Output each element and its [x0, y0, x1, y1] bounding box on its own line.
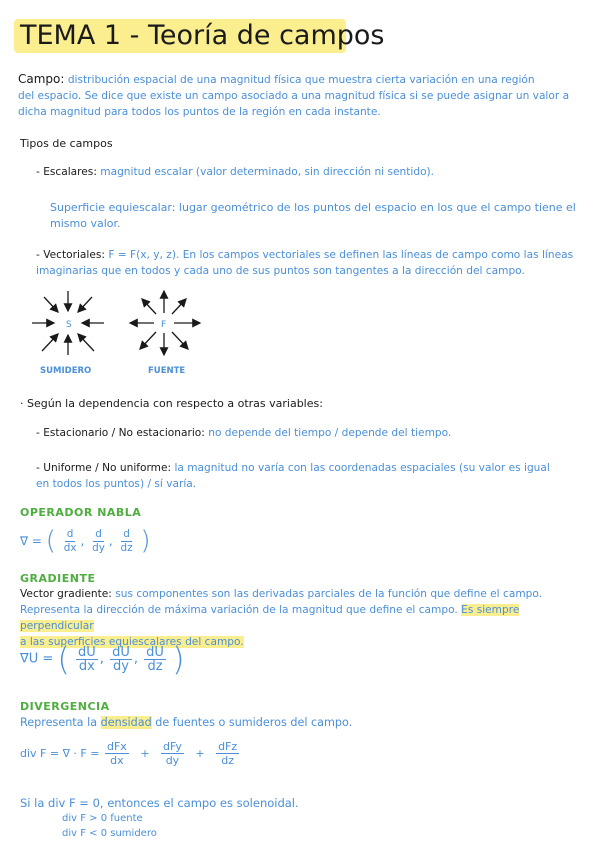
gradiente-heading: GRADIENTE — [20, 572, 96, 585]
divergencia-lhs: div F = ∇ · F = — [20, 747, 100, 760]
div-negative-line: div F < 0 sumidero — [62, 828, 157, 839]
fuente-label: FUENTE — [148, 366, 186, 376]
div-positive-line: div F > 0 fuente — [62, 813, 143, 824]
superficie-line1: Superficie equiescalar: lugar geométrico de los puntos del espacio en los que el campo tiene el — [50, 201, 576, 214]
vectoriales-term: - Vectoriales: — [36, 249, 105, 261]
uniforme-text2: en todos los puntos) / sí varía. — [36, 478, 197, 490]
divergencia-d3: dz — [221, 754, 234, 767]
nabla-paren-open: ( — [45, 526, 56, 556]
gradiente-frac-x — [76, 646, 98, 673]
divergencia-heading: DIVERGENCIA — [20, 700, 110, 713]
divergencia-n1: dFx — [106, 740, 127, 753]
campo-line1: distribución espacial de una magnitud física que muestra cierta variación en una región — [67, 74, 535, 86]
escalares-term: - Escalares: — [36, 166, 97, 178]
nabla-paren-close: ) — [140, 526, 151, 556]
dependencia-heading: · Según la dependencia con respecto a otras variables: — [20, 397, 323, 410]
fuente-center: F — [161, 320, 167, 330]
divergencia-formula — [20, 740, 241, 767]
estacionario-term: - Estacionario / No estacionario: — [36, 427, 205, 439]
gradiente-lhs: ∇U = — [20, 651, 54, 667]
gradiente-formula: ∇U = ( $\frac{dU}{dx}$ , $\frac{dU}{dy}$ , $\frac{dU}{dz}$ ) — [20, 640, 185, 678]
divergencia-frac-z — [216, 740, 239, 767]
gradiente-n1: dU — [78, 644, 96, 660]
gradiente-d1: dx — [78, 658, 95, 674]
campo-definition — [18, 71, 588, 120]
divergencia-d1: dx — [110, 754, 124, 767]
divergencia-text-b: densidad — [100, 716, 152, 729]
campo-line3: dicha magnitud para todos los puntos de la región en cada instante. — [18, 106, 381, 118]
nabla-d1: dx — [63, 541, 77, 554]
gradiente-text2a: Representa la dirección de máxima variación de la magnitud que define el campo. — [20, 604, 458, 616]
divergencia-text-c: de fuentes o sumideros del campo. — [155, 716, 353, 729]
divergencia-n2: dFy — [163, 740, 182, 753]
gradiente-text1: sus componentes son las derivadas parciales de la función que define el campo. — [115, 588, 543, 600]
nabla-n3: d — [123, 527, 130, 540]
uniforme-term: - Uniforme / No uniforme: — [36, 462, 172, 474]
gradiente-d3: dz — [147, 658, 163, 674]
gradiente-text2b: Es siempre perpendicular — [20, 604, 520, 632]
nabla-frac-y — [90, 528, 107, 555]
nabla-formula: ∇ = ( $\frac{d}{dx}$ , $\frac{d}{dy}$ , $\frac{d}{dz}$ ) — [20, 526, 151, 556]
divergencia-frac-y — [161, 740, 184, 767]
vectoriales-text1: En los campos vectoriales se definen las líneas de campo como las líneas — [182, 249, 574, 261]
gradiente-paren-close: ) — [172, 640, 185, 678]
nabla-heading: OPERADOR NABLA — [20, 506, 142, 519]
nabla-lhs: ∇ = — [20, 534, 42, 548]
sumidero-center: S — [66, 320, 72, 330]
estacionario-text: no depende del tiempo / depende del tiempo. — [208, 427, 452, 439]
escalares-text: magnitud escalar (valor determinado, sin dirección ni sentido). — [100, 166, 435, 178]
nabla-n1: d — [66, 527, 74, 540]
tipos-heading: Tipos de campos — [20, 137, 113, 150]
vectoriales-formula: F = F(x, y, z). — [108, 249, 180, 261]
sumidero-label: SUMIDERO — [40, 366, 92, 376]
nabla-d2: dy — [92, 541, 105, 554]
escalares-line — [36, 166, 434, 178]
divergencia-n3: dFz — [218, 740, 238, 753]
uniforme-text1: la magnitud no varía con las coordenadas espaciales (su valor es igual — [174, 462, 550, 474]
campo-line2: del espacio. Se dice que existe un campo asociado a una magnitud física si se puede asignar un valor a — [18, 90, 570, 102]
solenoidal-line: Si la div F = 0, entonces el campo es solenoidal. — [20, 796, 299, 810]
nabla-frac-x — [62, 528, 79, 555]
nabla-frac-z — [119, 528, 135, 555]
field-diagrams — [28, 287, 208, 379]
divergencia-text-a: Representa la — [20, 716, 98, 729]
gradiente-term: Vector gradiente: — [20, 588, 112, 600]
nabla-n2: d — [95, 527, 102, 540]
campo-term: Campo: — [18, 72, 65, 86]
estacionario-line — [36, 427, 451, 439]
divergencia-text — [20, 716, 352, 729]
uniforme-block — [36, 460, 596, 492]
gradiente-frac-z — [144, 646, 166, 673]
divergencia-plus-2: + — [195, 747, 205, 760]
gradiente-d2: dy — [112, 658, 129, 674]
divergencia-d2: dy — [165, 754, 180, 767]
gradiente-text3: a las superficies equiescalares del campo. — [20, 636, 244, 648]
gradiente-frac-y — [110, 646, 132, 673]
vectoriales-text2: imaginarias que en todos y cada uno de sus puntos son tangentes a la dirección del campo. — [36, 265, 525, 277]
superficie-line2: mismo valor. — [50, 217, 121, 230]
page-title: TEMA 1 - Teoría de campos — [20, 20, 385, 51]
superficie-equiescalar — [50, 200, 590, 232]
divergencia-frac-x — [105, 740, 129, 767]
gradiente-paren-open: ( — [57, 640, 70, 678]
divergencia-plus-1: + — [140, 747, 150, 760]
gradiente-n2: dU — [112, 644, 130, 660]
gradiente-n3: dU — [146, 644, 164, 660]
nabla-d3: dz — [120, 541, 133, 554]
vectoriales-block — [36, 247, 596, 279]
